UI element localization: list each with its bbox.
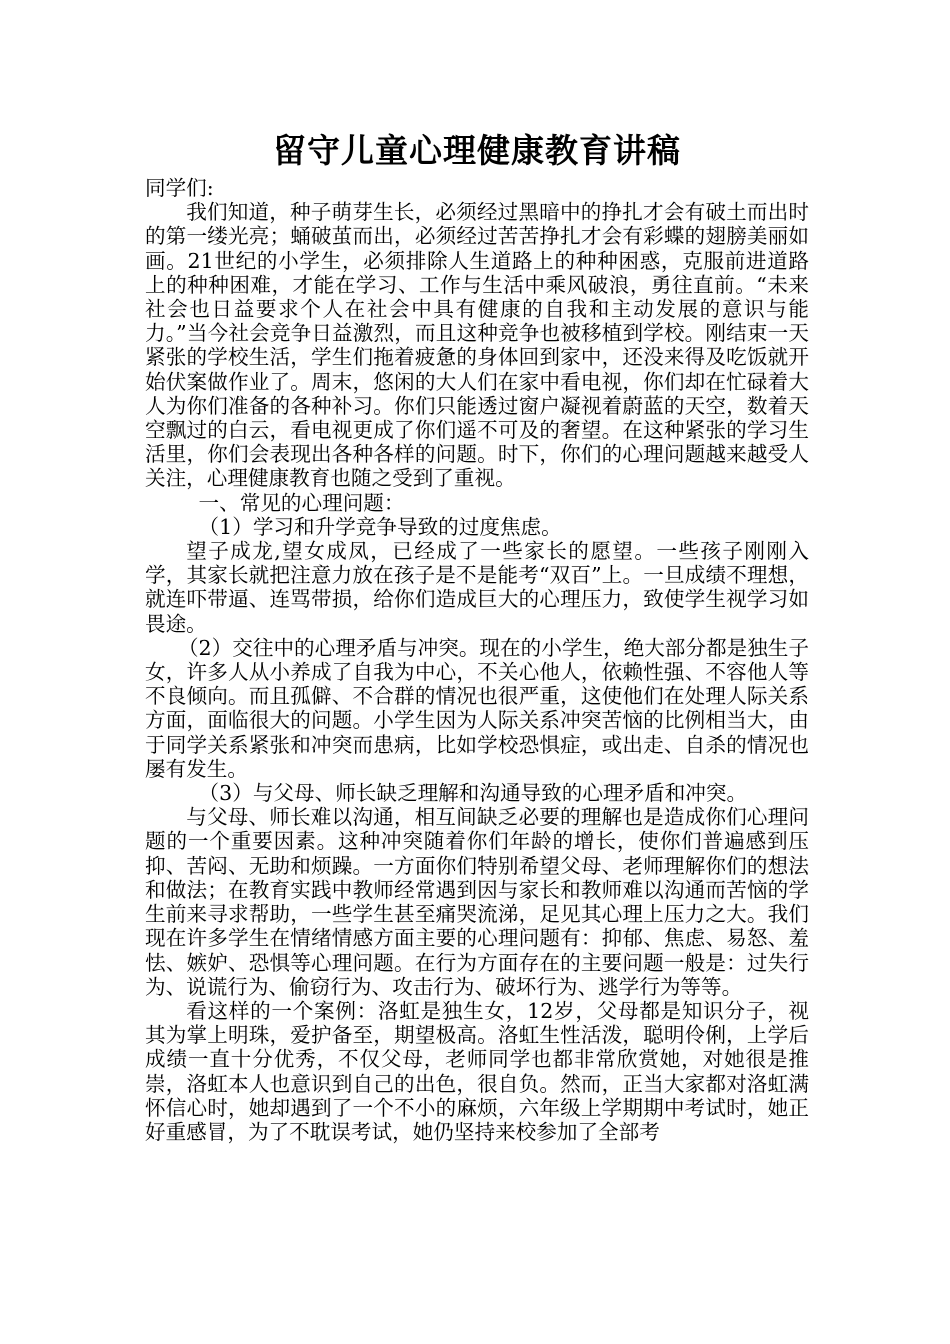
paragraph-parents: 与父母、师长难以沟通，相互间缺乏必要的理解也是造成你们心理问题的一个重要因素。这种冲突随着你们年龄的增长，使你们普遍感到压抑、苦闷、无助和烦躁。一方面你们特别希望父母、老师理解你们的想法和做法；在教育实践中教师经常遇到因与家长和教师难以沟通而苦恼的学生前来寻求帮助，一些学生甚至痛哭流涕，足见其心理上压力之大。我们现在许多学生在情绪情感方面主要的心理问题有：抑郁、焦虑、易怒、羞怯、嫉妒、恐惧等心理问题。在行为方面存在的主要问题一般是：过失行为、说谎行为、偷窃行为、攻击行为、破坏行为、逃学行为等等。 — [145, 805, 809, 999]
subheading-anxiety: （1）学习和升学竞争导致的过度焦虑。 — [198, 514, 562, 539]
section-heading: 一、常见的心理问题： — [198, 490, 405, 515]
document-page — [145, 128, 809, 1144]
document-title: 留守儿童心理健康教育讲稿 — [273, 131, 681, 170]
salutation: 同学们: — [145, 176, 214, 200]
paragraph-social-conflict: （2）交往中的心理矛盾与冲突。现在的小学生，绝大部分都是独生子女，许多人从小养成了自我为中心，不关心他人，依赖性强、不容他人等不良倾向。而且孤僻、不合群的情况也很严重，这使他们在处理人际关系方面，面临很大的问题。小学生因为人际关系冲突苦恼的比例相当大，由于同学关系紧张和冲突而患病，比如学校恐惧症，或出走、自杀的情况也屡有发生。 — [145, 635, 809, 781]
subheading-parents: （3）与父母、师长缺乏理解和沟通导致的心理矛盾和冲突。 — [198, 781, 748, 806]
paragraph-anxiety: 望子成龙,望女成凤，已经成了一些家长的愿望。一些孩子刚刚入学，其家长就把注意力放在孩子是不是能考“双百”上。一旦成绩不理想，就连吓带逼、连骂带损，给你们造成巨大的心理压力，致使学生视学习如畏途。 — [145, 539, 809, 636]
paragraph-intro: 我们知道，种子萌芽生长，必须经过黑暗中的挣扎才会有破土而出时的第一缕光亮；蛹破茧而出，必须经过苦苦挣扎才会有彩蝶的翅膀美丽如画。21世纪的小学生，必须排除人生道路上的种种困惑，克服前进道路上的种种困难，才能在学习、工作与生活中乘风破浪，勇往直前。“未来社会也日益要求个人在社会中具有健康的自我和主动发展的意识与能力。”当今社会竞争日益激烈，而且这种竞争也被移植到学校。刚结束一天紧张的学校生活，学生们拖着疲惫的身体回到家中，还没来得及吃饭就开始伏案做作业了。周末，悠闲的大人们在家中看电视，你们却在忙碌着大人为你们准备的各种补习。你们只能透过窗户凝视着蔚蓝的天空，数着天空飘过的白云，看电视更成了你们遥不可及的奢望。在这种紧张的学习生活里，你们会表现出各种各样的问题。时下，你们的心理问题越来越受人关注，心理健康教育也随之受到了重视。 — [145, 200, 809, 491]
paragraph-case: 看这样的一个案例：洛虹是独生女，12岁，父母都是知识分子，视其为掌上明珠，爱护备至，期望极高。洛虹生性活泼，聪明伶俐，上学后成绩一直十分优秀，不仅父母，老师同学也都非常欣赏她，对她很是推崇，洛虹本人也意识到自己的出色，很自负。然而，正当大家都对洛虹满怀信心时，她却遇到了一个不小的麻烦，六年级上学期期中考试时，她正好重感冒，为了不耽误考试，她仍坚持来校参加了全部考 — [145, 998, 809, 1144]
